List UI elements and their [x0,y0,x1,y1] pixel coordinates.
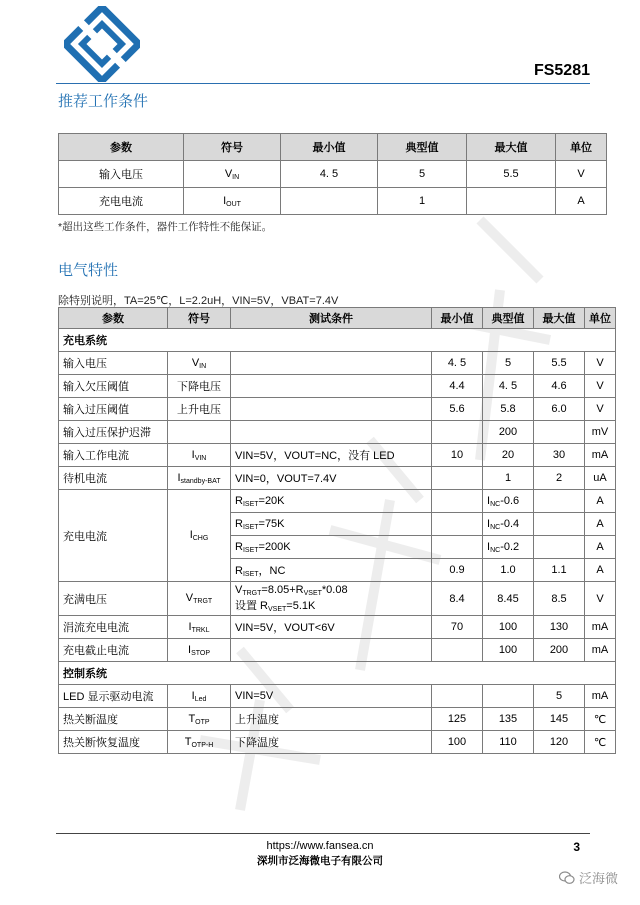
cell-symbol: $T_{OTP-H}$ [168,731,231,754]
cell-symbol: $I_{Led}$ [168,685,231,708]
cell-typ [483,685,534,708]
cell-typ: $I_{NC}-0.6$ [483,490,534,513]
cell-unit: A [585,513,616,536]
cell-unit: A [556,188,607,215]
table-row [59,731,616,754]
table-header-row [59,134,607,161]
cell-max: 6.0 [534,398,585,421]
cell-min: 5.6 [432,398,483,421]
cell-cond: VIN=0，VOUT=7.4V [231,467,432,490]
cell-max: 120 [534,731,585,754]
cell-param: 待机电流 [59,467,168,490]
cell-min: 0.9 [432,559,483,582]
group-label: 充电系统 [59,329,616,352]
cell-min: 4. 5 [432,352,483,375]
col-header: 参数 [59,308,168,329]
table-row [59,490,616,513]
cell-unit: V [585,375,616,398]
cell-cond: $R_{ISET}=200K$ [231,536,432,559]
table-row [59,421,616,444]
cell-cond: VIN=5V，VOUT<6V [231,616,432,639]
cell-typ: 1.0 [483,559,534,582]
cell-max: 5.5 [534,352,585,375]
cell-max [534,513,585,536]
cell-symbol: $I_{OUT}$ [184,188,281,215]
footer-divider [56,833,590,834]
cell-typ: 5 [378,161,467,188]
cell-max [534,490,585,513]
cell-max: 8.5 [534,582,585,616]
cell-unit: V [556,161,607,188]
cell-typ: 5.8 [483,398,534,421]
cell-min [432,685,483,708]
cell-typ: $I_{NC}-0.2$ [483,536,534,559]
cell-unit: V [585,398,616,421]
cell-cond: $R_{ISET}=20K$ [231,490,432,513]
cell-max: 130 [534,616,585,639]
cell-typ: 5 [483,352,534,375]
col-header: 参数 [59,134,184,161]
cell-min: 4. 5 [281,161,378,188]
group-label: 控制系统 [59,662,616,685]
cell-typ: 200 [483,421,534,444]
cell-max: 4.6 [534,375,585,398]
cell-cond: 上升温度 [231,708,432,731]
table-row [59,375,616,398]
cell-typ: 1 [378,188,467,215]
cell-cond [231,398,432,421]
table-row [59,188,607,215]
cell-max: 1.1 [534,559,585,582]
section-title-electrical: 电气特性 [58,261,119,279]
cell-min: 100 [432,731,483,754]
cell-param: 输入欠压阈值 [59,375,168,398]
cell-cond [231,421,432,444]
cell-param: 充电电流 [59,490,168,582]
cell-symbol: $I_{standby-BAT}$ [168,467,231,490]
cell-typ: 100 [483,616,534,639]
part-number: FS5281 [533,62,590,79]
cell-param: 输入电压 [59,161,184,188]
cell-min [432,421,483,444]
table-header-row [59,308,616,329]
cell-symbol: 上升电压 [168,398,231,421]
cell-typ: 1 [483,467,534,490]
cell-typ: 100 [483,639,534,662]
col-header: 典型值 [483,308,534,329]
cell-param: 输入过压阈值 [59,398,168,421]
cell-min: 10 [432,444,483,467]
cell-param: LED 显示驱动电流 [59,685,168,708]
table-group-row [59,329,616,352]
cell-max: 2 [534,467,585,490]
cell-symbol: 下降电压 [168,375,231,398]
cell-param: 输入电压 [59,352,168,375]
conditions-note: *超出这些工作条件，器件工作特性不能保证。 [58,221,273,233]
company-logo-icon [64,6,140,82]
cell-param: 涓流充电电流 [59,616,168,639]
cell-unit: mA [585,616,616,639]
cell-max [534,536,585,559]
cell-max: 200 [534,639,585,662]
footer-url[interactable]: https://www.fansea.cn [266,840,374,852]
table-group-row [59,662,616,685]
cell-min [432,490,483,513]
table-row [59,639,616,662]
cell-param: 充电截止电流 [59,639,168,662]
cell-typ: 110 [483,731,534,754]
col-header: 测试条件 [231,308,432,329]
header-divider [56,83,590,84]
cell-max [534,421,585,444]
col-header: 最大值 [467,134,556,161]
cell-param: 输入过压保护迟滞 [59,421,168,444]
cell-param: 充电电流 [59,188,184,215]
cell-max [467,188,556,215]
cell-symbol: $V_{IN}$ [168,352,231,375]
cell-unit: uA [585,467,616,490]
cell-unit: A [585,559,616,582]
cell-param: 输入工作电流 [59,444,168,467]
cell-unit: V [585,352,616,375]
cell-symbol: $I_{CHG}$ [168,490,231,582]
cell-cond: $R_{ISET}$，NC [231,559,432,582]
col-header: 典型值 [378,134,467,161]
cell-unit: ℃ [585,731,616,754]
cell-cond: VIN=5V [231,685,432,708]
test-conditions-text: 除特别说明，TA=25℃，L=2.2uH，VIN=5V，VBAT=7.4V [58,295,339,307]
cell-cond [231,352,432,375]
footer-company: 深圳市泛海微电子有限公司 [257,855,383,867]
col-header: 最小值 [281,134,378,161]
cell-cond: VIN=5V，VOUT=NC，没有 LED [231,444,432,467]
cell-min [432,467,483,490]
col-header: 单位 [585,308,616,329]
table-row [59,582,616,616]
electrical-characteristics-table [58,307,616,754]
page-number: 3 [573,840,580,854]
cell-max: 5 [534,685,585,708]
cell-typ: 8.45 [483,582,534,616]
cell-symbol: $V_{IN}$ [184,161,281,188]
col-header: 符号 [168,308,231,329]
cell-min [432,639,483,662]
table-row [59,398,616,421]
cell-symbol: $I_{TRKL}$ [168,616,231,639]
cell-min: 4.4 [432,375,483,398]
cell-max: 145 [534,708,585,731]
col-header: 符号 [184,134,281,161]
cell-cond: 下降温度 [231,731,432,754]
cell-param: 热关断温度 [59,708,168,731]
cell-param: 热关断恢复温度 [59,731,168,754]
cell-unit: ℃ [585,708,616,731]
section-title-recommended: 推荐工作条件 [58,92,149,110]
table-row [59,708,616,731]
cell-symbol: $V_{TRGT}$ [168,582,231,616]
cell-param: 充满电压 [59,582,168,616]
cell-symbol [168,421,231,444]
table-row [59,616,616,639]
cell-typ: $I_{NC}-0.4$ [483,513,534,536]
cell-min [281,188,378,215]
col-header: 单位 [556,134,607,161]
table-row [59,467,616,490]
cell-typ: 20 [483,444,534,467]
cell-typ: 4. 5 [483,375,534,398]
wechat-icon [559,871,575,885]
wechat-watermark [559,868,618,887]
cell-min: 8.4 [432,582,483,616]
cell-min [432,513,483,536]
cell-symbol: $T_{OTP}$ [168,708,231,731]
table-row [59,161,607,188]
col-header: 最大值 [534,308,585,329]
cell-unit: mA [585,685,616,708]
cell-unit: V [585,582,616,616]
cell-min: 70 [432,616,483,639]
cell-cond [231,639,432,662]
cell-min [432,536,483,559]
cell-unit: A [585,536,616,559]
col-header: 最小值 [432,308,483,329]
cell-symbol: $I_{VIN}$ [168,444,231,467]
cell-cond: $V_{TRGT}=8.05+R_{VSET}*0.08$ 设置 $R_{VSET}=5.1K$ [231,582,432,616]
cell-symbol: $I_{STOP}$ [168,639,231,662]
cell-cond [231,375,432,398]
cell-cond: $R_{ISET}=75K$ [231,513,432,536]
recommended-conditions-table [58,133,607,215]
cell-typ: 135 [483,708,534,731]
cell-min: 125 [432,708,483,731]
cell-unit: mA [585,444,616,467]
table-row [59,352,616,375]
table-row [59,685,616,708]
cell-unit: mV [585,421,616,444]
table-row [59,444,616,467]
cell-unit: A [585,490,616,513]
cell-unit: mA [585,639,616,662]
cell-max: 5.5 [467,161,556,188]
cell-max: 30 [534,444,585,467]
wechat-label: 泛海微 [578,871,618,886]
